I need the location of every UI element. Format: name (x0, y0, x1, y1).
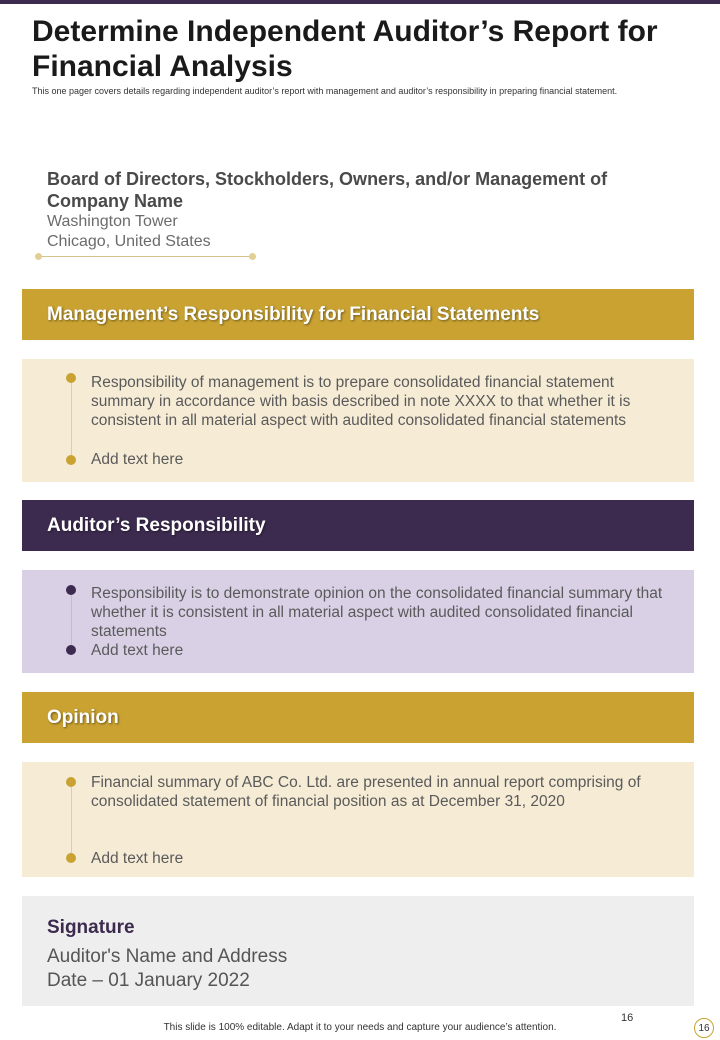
auditor-bullet-1: Responsibility is to demonstrate opinion on the consolidated financial summary that whether it is consistent in all material aspect with audited consolidated financial statements (91, 585, 663, 640)
signature-panel (22, 896, 694, 1006)
auditor-name-address: Auditor's Name and Address (47, 946, 288, 967)
auditor-section-panel (22, 570, 694, 673)
opinion-section-panel (22, 762, 694, 877)
bullet-dot (66, 853, 76, 863)
bullet-dot (66, 455, 76, 465)
management-section-title: Management’s Responsibility for Financial Statements (47, 303, 540, 325)
opinion-bullet-1: Financial summary of ABC Co. Ltd. are presented in annual report comprising of consolidated statement of financial position as at December 31, 2020 (91, 774, 641, 810)
top-rule (0, 0, 720, 4)
auditor-section-title: Auditor’s Responsibility (47, 514, 266, 536)
bullet-connector (71, 380, 72, 460)
bullet-dot (66, 645, 76, 655)
recipient-heading: Board of Directors, Stockholders, Owners, and/or Management of Company Name (47, 169, 608, 211)
auditor-section-header (22, 500, 694, 551)
divider-dot-left (35, 253, 42, 260)
management-bullet-2: Add text here (91, 451, 184, 468)
opinion-section-title: Opinion (47, 706, 119, 728)
address-line-2: Chicago, United States (47, 233, 211, 250)
bullet-dot (66, 585, 76, 595)
address-line-1: Washington Tower (47, 213, 178, 230)
signature-title: Signature (47, 917, 135, 938)
page-number-badge: 16 (694, 1018, 714, 1038)
address-divider (38, 256, 253, 257)
management-section-header (22, 289, 694, 340)
page-subtitle: This one pager covers details regarding independent auditor’s report with management and auditor’s responsibility in preparing financial statement. (32, 86, 618, 96)
bullet-connector (71, 784, 72, 858)
bullet-connector (71, 592, 72, 650)
page-title: Determine Independent Auditor’s Report for Financial Analysis (32, 15, 658, 83)
opinion-bullet-2: Add text here (91, 850, 184, 867)
recipient-address (47, 168, 687, 252)
bullet-dot (66, 777, 76, 787)
footer-note: This slide is 100% editable. Adapt it to your needs and capture your audience’s attention. (163, 1022, 557, 1033)
opinion-section-header (22, 692, 694, 743)
bullet-dot (66, 373, 76, 383)
divider-dot-right (249, 253, 256, 260)
management-bullet-1: Responsibility of management is to prepare consolidated financial statement summary in accordance with basis described in note XXXX to that whether it is consistent in all material aspect with audited consolidated financial statements (91, 374, 631, 429)
signature-date: Date – 01 January 2022 (47, 970, 250, 991)
page-number: 16 (621, 1012, 634, 1024)
auditor-bullet-2: Add text here (91, 642, 184, 659)
management-section-panel (22, 359, 694, 482)
